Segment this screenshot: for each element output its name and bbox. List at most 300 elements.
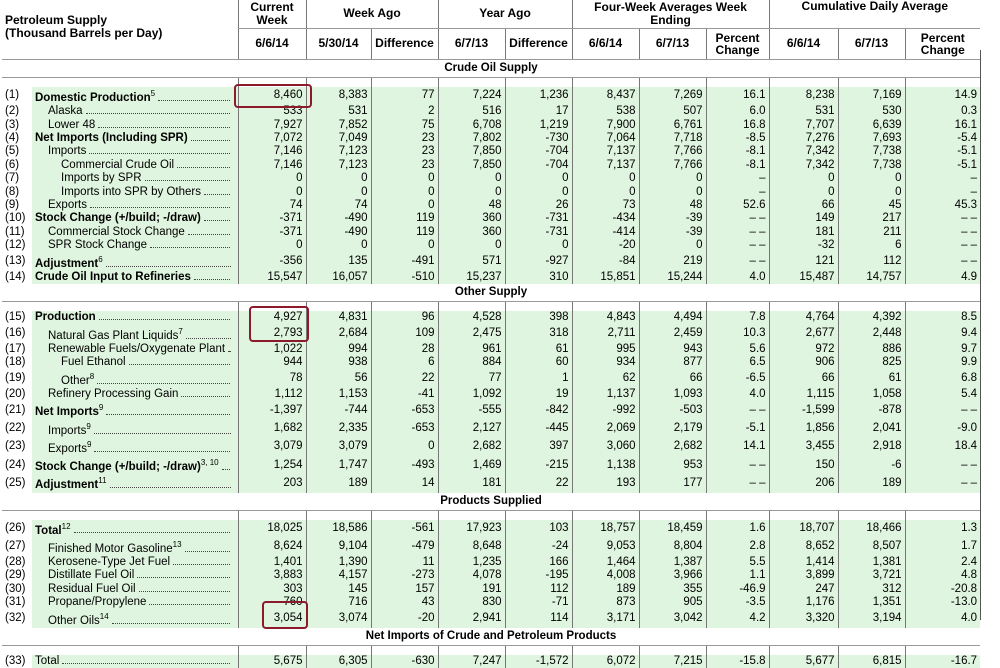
row-label-text: Imports by SPR [61,172,142,184]
cell-value: -20 [371,610,438,628]
cell-value: -927 [505,253,572,271]
cell-value: 2,459 [639,325,706,343]
cell-value: -39 [639,212,706,225]
cell-value: 507 [639,105,706,118]
cell-value: -20.8 [905,583,980,596]
cell-value: 8,238 [769,87,838,105]
cell-value: 2,682 [438,438,505,456]
table-row [2,538,980,556]
cell-value: 96 [371,311,438,324]
cell-value: – [706,172,769,185]
cell-value: 0 [371,438,438,456]
cell-value: 953 [639,456,706,474]
cell-value: 4.0 [706,271,769,284]
cell-value: 3,966 [639,569,706,582]
cell-value: 56 [306,370,371,388]
row-number: (23) [2,438,32,456]
cell-value: 77 [371,87,438,105]
cell-value: -503 [639,401,706,419]
row-label-text: Imports into SPR by Others [61,186,201,198]
cell-value: 66 [639,370,706,388]
cell-value: -32 [769,239,838,252]
cell-value: 14.9 [905,87,980,105]
cell-value: 3,079 [306,438,371,456]
row-label [32,159,238,172]
row-label [32,420,238,438]
row-label [32,172,238,185]
row-label-footnote: 9 [86,422,90,431]
cell-value: 0 [371,239,438,252]
leader-dots [74,531,230,533]
cell-value: 9.9 [905,356,980,369]
cell-value: 7,123 [306,145,371,158]
cell-value: 181 [438,474,505,492]
leader-dots [204,219,230,221]
cell-value: 7,738 [838,145,905,158]
cell-value: 6,072 [572,655,639,668]
cell-value: 8,383 [306,87,371,105]
section-gap [2,510,980,520]
table-row [2,474,980,492]
cell-value: 7,224 [438,87,505,105]
cell-value: 884 [438,356,505,369]
cell-value: 16.1 [706,87,769,105]
table-row [2,311,980,324]
cell-value: 14.1 [706,438,769,456]
leader-dots [185,550,230,552]
leader-dots [86,112,230,114]
row-label-text: Alaska [48,105,83,117]
cell-value: 531 [306,105,371,118]
cell-value: 7,802 [438,132,505,145]
cell-value: 3,455 [769,438,838,456]
row-number: (22) [2,420,32,438]
cell-value: 2,448 [838,325,905,343]
row-label-footnote: 6 [98,255,102,264]
cell-value: 189 [838,474,905,492]
cell-value: 2,677 [769,325,838,343]
table-row [2,145,980,158]
row-label-text: Stock Change (+/build; -/draw) [35,212,201,224]
cell-value: 16,057 [306,271,371,284]
table-row [2,556,980,569]
row-number: (8) [2,186,32,199]
cell-value: 1,137 [572,388,639,401]
cell-value: 1,115 [769,388,838,401]
section-title: Crude Oil Supply [2,60,980,78]
cell-value: 145 [306,583,371,596]
cell-value: 6,639 [838,119,905,132]
row-label [32,132,238,145]
leader-dots [90,206,230,208]
cell-value: -71 [505,596,572,609]
cell-value: – – [905,253,980,271]
row-number: (16) [2,325,32,343]
cell-value: 6 [371,356,438,369]
row-label [32,596,238,609]
cell-value: -84 [572,253,639,271]
row-label [32,356,238,369]
cell-value: -731 [505,226,572,239]
row-number: (5) [2,145,32,158]
cell-value: 4,392 [838,311,905,324]
cell-value: 206 [769,474,838,492]
cell-value: 2,682 [639,438,706,456]
cell-value: 15,237 [438,271,505,284]
cell-value: 166 [505,556,572,569]
table-title [2,0,238,60]
row-label-text: Imports [48,425,86,437]
row-number: (11) [2,226,32,239]
cell-value: -195 [505,569,572,582]
row-label [32,583,238,596]
cell-value: 760 [238,596,306,609]
cell-value: 14,757 [838,271,905,284]
cell-value: 7,766 [639,159,706,172]
cell-value: 48 [639,199,706,212]
cell-value: 8,437 [572,87,639,105]
cell-value: 1,401 [238,556,306,569]
cell-value: 3,054 [238,610,306,628]
row-number: (2) [2,105,32,118]
cell-value: 3,074 [306,610,371,628]
cell-value: 7,342 [769,159,838,172]
cell-value: 7,269 [639,87,706,105]
cell-value: 355 [639,583,706,596]
cell-value: 61 [505,343,572,356]
cell-value: 4.0 [706,388,769,401]
highlight-circle-other-supply-production [249,306,309,342]
cell-value: 112 [838,253,905,271]
table-row [2,401,980,419]
table-row [2,456,980,474]
row-number: (26) [2,520,32,538]
cell-value: 7,850 [438,159,505,172]
cell-value: – – [706,212,769,225]
cell-value: -730 [505,132,572,145]
row-number: (14) [2,271,32,284]
cell-value: 938 [306,356,371,369]
cell-value: 1,682 [238,420,306,438]
leader-dots [89,152,230,154]
row-label-text: Distillate Fuel Oil [48,569,134,581]
cell-value: 1,254 [238,456,306,474]
hdr-date-week-ago: 5/30/14 [306,29,371,60]
cell-value: 4,078 [438,569,505,582]
cell-value: 7,137 [572,145,639,158]
row-number: (19) [2,370,32,388]
row-label [32,311,238,324]
section-header [2,493,980,511]
row-label-text: Commercial Stock Change [48,226,185,238]
leader-dots [145,179,230,181]
row-label-text: Residual Fuel Oil [48,583,136,595]
cell-value: 1,058 [838,388,905,401]
cell-value: 7,064 [572,132,639,145]
cell-value: 0 [371,172,438,185]
row-label-footnote: 9 [87,440,91,449]
cell-value: -371 [238,212,306,225]
leader-dots [149,603,230,605]
cell-value: 61 [838,370,905,388]
cell-value: 0 [371,186,438,199]
row-number: (17) [2,343,32,356]
cell-value: 8,648 [438,538,505,556]
cell-value: 1 [505,370,572,388]
cell-value: 26 [505,199,572,212]
cell-value: -653 [371,420,438,438]
cell-value: 18,466 [838,520,905,538]
cell-value: 0 [438,172,505,185]
table-row [2,159,980,172]
cell-value: 7,850 [438,145,505,158]
section-header [2,284,980,302]
leader-dots [97,382,230,384]
cell-value: – – [706,253,769,271]
row-label [32,569,238,582]
cell-value: 873 [572,596,639,609]
cell-value: 0 [572,186,639,199]
cell-value: 4,843 [572,311,639,324]
cell-value: 2,793 [238,325,306,343]
highlight-circle-domestic-production [234,84,312,108]
cell-value: 533 [238,105,306,118]
cell-value: 0 [438,186,505,199]
cell-value: 62 [572,370,639,388]
hdr-difference-week: Difference [371,29,438,60]
row-label-footnote: 12 [62,522,71,531]
cell-value: 193 [572,474,639,492]
leader-dots [137,576,230,578]
cell-value: 8,624 [238,538,306,556]
cell-value: 211 [838,226,905,239]
cell-value: -490 [306,226,371,239]
section-gap [2,78,980,88]
cell-value: 944 [238,356,306,369]
table-row [2,239,980,252]
cell-value: 934 [572,356,639,369]
table-row [2,253,980,271]
cell-value: 189 [572,583,639,596]
cell-value: 18.4 [905,438,980,456]
cell-value: 217 [838,212,905,225]
row-label-text: Propane/Propylene [48,596,146,608]
cell-value: -493 [371,456,438,474]
cell-value: 78 [238,370,306,388]
cell-value: 7,718 [639,132,706,145]
cell-value: 18,459 [639,520,706,538]
cell-value: 1.1 [706,569,769,582]
cell-value: 8.5 [905,311,980,324]
cell-value: 7,072 [238,132,306,145]
table-row [2,212,980,225]
cell-value: -561 [371,520,438,538]
cell-value: 0 [505,239,572,252]
cell-value: 886 [838,343,905,356]
table-row [2,186,980,199]
row-number: (4) [2,132,32,145]
cell-value: -491 [371,253,438,271]
cell-value: 0 [639,186,706,199]
cell-value: 1,153 [306,388,371,401]
cell-value: – – [706,239,769,252]
cell-value: -39 [639,226,706,239]
cell-value: 3,320 [769,610,838,628]
cell-value: 7,146 [238,145,306,158]
row-number: (31) [2,596,32,609]
cell-value: 6.5 [706,356,769,369]
leader-dots [98,126,230,128]
row-label-text: Renewable Fuels/Oxygenate Plant [48,343,225,355]
cell-value: 318 [505,325,572,343]
row-label [32,145,238,158]
cell-value: -24 [505,538,572,556]
cell-value: 2,475 [438,325,505,343]
cell-value: -704 [505,145,572,158]
cell-value: -1,599 [769,401,838,419]
cell-value: – – [706,456,769,474]
cell-value: 9.7 [905,343,980,356]
cell-value: 6.0 [706,105,769,118]
cell-value: 17,923 [438,520,505,538]
row-label-text: Other [61,375,90,387]
cell-value: 2,127 [438,420,505,438]
cell-value: 7,123 [306,159,371,172]
cell-value: 4,008 [572,569,639,582]
cell-value: 4.8 [905,569,980,582]
right-edge-rule [980,50,981,620]
cell-value: 103 [505,520,572,538]
row-label [32,343,238,356]
cell-value: -8.5 [706,132,769,145]
cell-value: 995 [572,343,639,356]
leader-dots [110,486,231,488]
row-label-footnote: 14 [100,612,109,621]
cell-value: – [905,172,980,185]
row-label-footnote: 5 [151,89,155,98]
row-label-text: Fuel Ethanol [61,356,126,368]
row-label-text: Net Imports (Including SPR) [35,132,188,144]
cell-value: – – [706,474,769,492]
col-cumulative: Cumulative Daily Average [769,0,980,29]
row-label [32,271,238,284]
leader-dots [194,278,230,280]
cell-value: 1,176 [769,596,838,609]
cell-value: 177 [639,474,706,492]
row-label-text: Kerosene-Type Jet Fuel [48,556,170,568]
row-number: (20) [2,388,32,401]
section-gap [2,645,980,655]
cell-value: -630 [371,655,438,668]
row-number: (15) [2,311,32,324]
row-label-text: Net Imports [35,406,99,418]
section-header [2,60,980,78]
cell-value: 3,883 [238,569,306,582]
hdr-date-current: 6/6/14 [238,29,306,60]
cell-value: 23 [371,132,438,145]
cell-value: 14 [371,474,438,492]
row-label-text: Commercial Crude Oil [61,159,174,171]
cell-value: 7,169 [838,87,905,105]
cell-value: 0 [505,172,572,185]
cell-value: 149 [769,212,838,225]
cell-value: – – [905,226,980,239]
cell-value: 247 [769,583,838,596]
cell-value: 0 [505,186,572,199]
cell-value: -5.1 [905,159,980,172]
cell-value: – – [905,401,980,419]
cell-value: 312 [838,583,905,596]
table-row [2,343,980,356]
cell-value: 2,918 [838,438,905,456]
row-number: (10) [2,212,32,225]
hdr-date-cum-b: 6/7/13 [838,29,905,60]
cell-value: 905 [639,596,706,609]
leader-dots [129,363,230,365]
cell-value: 191 [438,583,505,596]
cell-value: 6,708 [438,119,505,132]
row-label [32,456,238,474]
cell-value: 114 [505,610,572,628]
leader-dots [112,622,230,624]
table-row [2,356,980,369]
cell-value: 7,146 [238,159,306,172]
row-number: (33) [2,655,32,668]
cell-value: 74 [306,199,371,212]
cell-value: – – [905,239,980,252]
row-label [32,520,238,538]
cell-value: 3,079 [238,438,306,456]
leader-dots [106,413,230,415]
hdr-pct-change-cum: Percent Change [905,29,980,60]
cell-value: -434 [572,212,639,225]
cell-value: -414 [572,226,639,239]
table-row [2,119,980,132]
cell-value: 961 [438,343,505,356]
cell-value: – – [706,401,769,419]
cell-value: 16.8 [706,119,769,132]
cell-value: 17 [505,105,572,118]
cell-value: -15.8 [706,655,769,668]
row-number: (3) [2,119,32,132]
cell-value: -5.1 [706,420,769,438]
cell-value: 303 [238,583,306,596]
row-number: (27) [2,538,32,556]
section-header [2,628,980,646]
cell-value: 16.1 [905,119,980,132]
leader-dots [173,563,230,565]
cell-value: 0 [639,239,706,252]
cell-value: -510 [371,271,438,284]
table-row [2,438,980,456]
cell-value: 7,247 [438,655,505,668]
leader-dots [177,166,230,168]
hdr-pct-change-4wk: Percent Change [706,29,769,60]
cell-value: 397 [505,438,572,456]
cell-value: 43 [371,596,438,609]
row-label-text: Lower 48 [48,119,95,131]
table-row [2,132,980,145]
cell-value: 0.3 [905,105,980,118]
cell-value: 23 [371,145,438,158]
cell-value: 15,851 [572,271,639,284]
leader-dots [188,233,230,235]
cell-value: 203 [238,474,306,492]
row-label [32,226,238,239]
cell-value: 28 [371,343,438,356]
cell-value: 0 [306,186,371,199]
row-label-text: Domestic Production [35,92,151,104]
